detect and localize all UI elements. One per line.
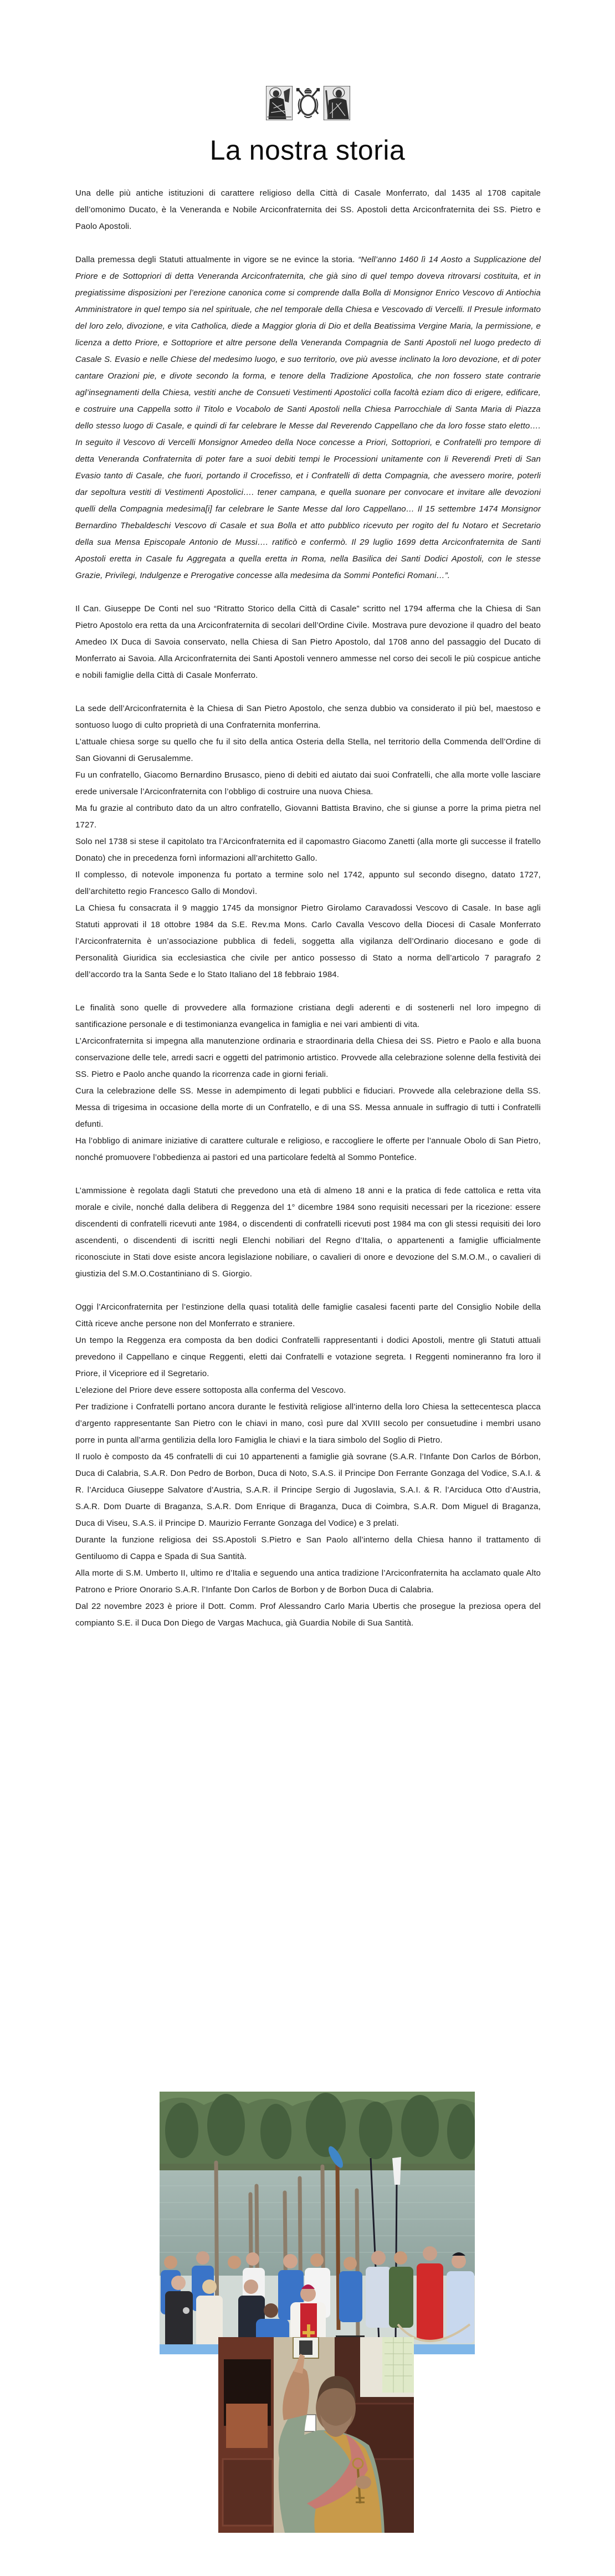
saint-peter-statue-illustration [218, 2337, 414, 2533]
tradizione-text: Per tradizione i Confratelli portano ancora durante le festività religiose all’interno della loro Chiesa la settecentesca placca d’argento rappresentante San Pietro con le chiavi in mano, così pure dal XVIII secolo per consuetudine i membri usano porre in punta all’arma gentilizia della loro Famiglia le chiavi e la tiara simbolo del Soglio di Pietro. [75, 1402, 541, 1445]
page-title: La nostra storia [209, 135, 406, 166]
statuti-paragraph [75, 252, 541, 584]
zanetti-text: Solo nel 1738 si stese il capitolato tra l’Arciconfraternita ed il capomastro Giacomo Zanetti (alla morte gli successe il fratello Donato) che in precedenza fornì informazioni all’architetto Gallo. [75, 837, 541, 863]
messe-text: Cura la celebrazione delle SS. Messe in adempimento di legati pubblici e fiduciari. Provvede alla celebrazione della SS. Messa di trigesima in occasione della morte di un Confratello, e di una SS. Messa annuale in suffragio di tutti i Confratelli defunti. [75, 1086, 541, 1129]
de-conti-paragraph [75, 601, 541, 684]
statuti-quote: “Nell’anno 1460 lì 14 Aosto a Supplicazione del Priore e de Sottopriori di detta Veneranda Arciconfraternita, che già sino di quel tempo doveva ritrovarsi costituita, et in pregiatissime disposizioni per l’erezione canonica come si comprende dalla Bolla di Monsignor Enrico Vescovo di Antiochia Amministratore in quel tempo sia nel spirituale, che nel temporale della Chiesa e Vescovado di Vercelli. Il Presule informato del loro zelo, divozione, e vita Catholica, diede a Maggior gloria di Dio et della Beatissima Vergine Maria, la permissione, e licenza a detto Priore, e Sottopriore et altre persone della Veneranda Compagnia de Santi Apostoli nel luogo predecto di Casale S. Evasio e nelle Chiese del medesimo luogo, e suo territorio, ove più avesse inclinato la loro devozione, et di poter cantare Orazioni pie, e divote secondo la forma, e tenore della Tradizione Apostolica, che non fossero state contrarie agl’insegnamenti della Chiesa, vestiti anche de Consueti Vestimenti Apostolici colla facoltà eziam dico di erigere, edificare, e costruire una Cappella sotto il Titolo e Vocabolo de Santi Apostoli nella Chiesa Parrocchiale di Santa Maria di Piazza dello stesso luogo di Casale, e quindi di far celebrare le Messe dal Reverendo Cappellano che da loro fosse stato eletto…. In seguito il Vescovo di Vercelli Monsignor Amedeo della Noce concesse a Priori, Sottopriori, e Confratelli pro tempore di detta Veneranda Confraternita di poter fare a suoi debiti tempi le Processioni unitamente con li Reverendi Preti di San Evasio tanto di Casale, che fuori, portando il Crocefisso, et i Confratelli di detta Compagnia, che avessero morire, poterli dar sepoltura vestiti di Vestimenti Apostolici…. tener campana, e quella suonare per convocare et invitare alle devozioni quelli della Compagnia medesima[i] far celebrare le Sante Messe dal loro Cappellano… Il 15 settembre 1474 Monsignor Bernardino Thebaldeschi Vescovo di Casale et sua Bolla et atto pubblico ricevuto per rogito del fu Notaro et Secretario della sua Mensa Episcopale Antonio de Mussi…. ratificò e confermò. Il 29 luglio 1699 detta Arciconfraternita de Santi Apostoli eretta in Casale fu Aggregata a quella eretta in Roma, nella Basilica dei Santi Dodici Apostoli, con le stesse Grazie, Privilegi, Indulgenze e Prerogative concesse alla medesima da Sommi Pontefici Romani…”. [75, 255, 541, 580]
osteria-text: L’attuale chiesa sorge su quello che fu il sito della antica Osteria della Stella, nel territorio della Commenda dell’Ordine di San Giovanni di Gerusalemme. [75, 737, 541, 763]
oggi-paragraph [75, 1299, 541, 1632]
intro-paragraph [75, 185, 541, 235]
confraternity-emblem [266, 86, 350, 120]
ruolo-text: Il ruolo è composto da 45 confratelli di cui 10 appartenenti a famiglie già sovrane (S.A.R. l’Infante Don Carlos de Bórbon, Duca di Calabria, S.A.R. Don Pedro de Borbon, Duca di Noto, S.A.S. il Principe Don Ferrante Gonzaga del Vodice, S.A.I. & R. l’Arciduca Giuseppe Salvatore d’Austria, S.A.R. il Principe Sergio di Jugoslavia, S.A.I. & R. l’Arciduca Otto d’Austria, S.A.R. Dom Duarte di Braganza, S.A.R. Dom Enrique di Braganza, Duca di Coimbra, S.A.R. Dom Miguel di Braganza, Duca di Viseu, S.A.S. il Principe D. Maurizio Ferrante Gonzaga del Vodice) e 3 prelati. [75, 1452, 541, 1528]
photo-saint-peter-statue [218, 2337, 414, 2533]
history-article [75, 185, 541, 1648]
patrono-text: Alla morte di S.M. Umberto II, ultimo re d’Italia e seguendo una antica tradizione l’Arciconfraternita ha acclamato quale Alto Patrono e Priore Onorario S.A.R. l’Infante Don Carlos de Borbon y de Borbon Duca di Calabria. [75, 1568, 541, 1594]
funzione-text: Durante la funzione religiosa dei SS.Apostoli S.Pietro e San Paolo all’interno della Chiesa hanno il trattamento di Gentiluomo di Cappa e Spada di Sua Santità. [75, 1535, 541, 1561]
finalita-paragraph [75, 1000, 541, 1166]
papal-crest-tiara-keys-icon [295, 86, 321, 120]
priore-text: Dal 22 novembre 2023 è priore il Dott. Comm. Prof Alessandro Carlo Maria Ubertis che prosegue la preziosa opera del compianto S.E. il Duca Don Diego de Vargas Machuca, già Guardia Nobile di Sua Santità. [75, 1602, 541, 1628]
reggenza-text: Un tempo la Reggenza era composta da ben dodici Confratelli rappresentanti i dodici Apostoli, mentre gli Statuti attuali prevedono il Cappellano e cinque Reggenti, eletti dai Confratelli e votazione segreta. I Reggenti nomineranno fra loro il Priore, il Vicepriore ed il Segretario. [75, 1336, 541, 1378]
oggi-text: Oggi l’Arciconfraternita per l’estinzione della quasi totalità delle famiglie casalesi facenti parte del Consiglio Nobile della Città riceve anche persone non del Monferrato e straniere. [75, 1302, 541, 1328]
river-ceremony-illustration [160, 2092, 475, 2354]
photo-river-blessing-ceremony [160, 2092, 475, 2354]
saint-peter-engraving-icon [266, 86, 293, 120]
intro-text: Una delle più antiche istituzioni di carattere religioso della Città di Casale Monferrato, dal 1435 al 1708 capitale dell’omonimo Ducato, è la Veneranda e Nobile Arciconfraternita dei SS. Apostoli detta Arciconfraternita dei SS. Pietro e Paolo Apostoli. [75, 188, 541, 231]
de-conti-text: Il Can. Giuseppe De Conti nel suo “Ritratto Storico della Città di Casale” scritto nel 1794 afferma che la Chiesa di San Pietro Apostolo era retta da una Arciconfraternita di secolari dell’Ordine Civile. Mostrava pure devozione il quadro del beato Amedeo IX Duca di Savoia conservato, nella Chiesa di San Pietro Apostolo, dal 1708 anno del passaggio del Ducato di Monferrato ai Savoia. Alla Arciconfraternita dei Santi Apostoli vennero ammesse nel corso dei secoli le più cospicue antiche e nobili famiglie della Città di Casale Monferrato. [75, 604, 541, 680]
ammissione-text: L’ammissione è regolata dagli Statuti che prevedono una età di almeno 18 anni e la pratica di fede cattolica e retta vita morale e civile, nonché dalla delibera di Reggenza del 1° dicembre 1984 sono requisiti necessari per la ricezione: essere discendenti di confratelli ricevuti ante 1984, o discendenti di confratelli ricevuti post 1984 ma con gli stessi requisiti dei loro ascendenti, o discendenti di iscritti negli Elenchi nobiliari del Regno d’Italia, o appartenenti a famiglie ufficialmente riconosciute in Stati dove esiste ancora legislazione nobiliare, o cavalieri di onore e devozione del S.M.O.M., o cavalieri di giustizia del S.M.O.Costantiniano di S. Giorgio. [75, 1186, 541, 1279]
elezione-text: L’elezione del Priore deve essere sottoposta alla conferma del Vescovo. [75, 1386, 346, 1395]
statuti-intro-text: Dalla premessa degli Statuti attualmente in vigore se ne evince la storia. [75, 255, 358, 264]
saint-paul-engraving-icon [324, 86, 350, 120]
obolo-text: Ha l’obbligo di animare iniziative di carattere culturale e religioso, e raccogliere le offerte per l’annuale Obolo di San Pietro, nonché promuovere l’obbedienza ai pastori ed una particolare fedeltà al Sommo Pontefice. [75, 1136, 541, 1162]
sede-paragraph [75, 701, 541, 983]
consacrazione-text: La Chiesa fu consacrata il 9 maggio 1745 da monsignor Pietro Girolamo Caravadossi Vescovo di Casale. In base agli Statuti approvati il 18 ottobre 1984 da S.E. Rev.ma Mons. Carlo Cavalla Vescovo della Diocesi di Casale Monferrato l’Arciconfraternita è un’associazione pubblica di fedeli, soggetta alla vigilanza dell’Ordinario diocesano e gode di Personalità Giuridica sia ecclesiastica che civile per antico possesso di Stato a norma dell’articolo 7 paragrafo 2 dell’accordo tra la Santa Sede e lo Stato Italiano del 18 febbraio 1984. [75, 903, 541, 979]
bravino-text: Ma fu grazie al contributo dato da un altro confratello, Giovanni Battista Bravino, che si giunse a porre la prima pietra nel 1727. [75, 804, 541, 830]
ammissione-paragraph [75, 1183, 541, 1282]
brusasco-text: Fu un confratello, Giacomo Bernardino Brusasco, pieno di debiti ed aiutato dai suoi Confratelli, che alla morte volle lasciare erede universale l’Arciconfraternita con l’obbligo di costruire una nuova Chiesa. [75, 770, 541, 796]
manutenzione-text: L’Arciconfraternita si impegna alla manutenzione ordinaria e straordinaria della Chiesa dei SS. Pietro e Paolo e alla buona conservazione delle tele, arredi sacri e oggetti del patrimonio artistico. Provvede alla celebrazione solenne della festività dei SS. Pietro e Paolo anche quando la ricorrenza cade in giorni feriali. [75, 1036, 541, 1079]
finalita-text: Le finalità sono quelle di provvedere alla formazione cristiana degli aderenti e di sostenerli nel loro impegno di santificazione personale e di testimonianza evangelica in famiglia e nei vari ambienti di vita. [75, 1003, 541, 1029]
gallo-text: Il complesso, di notevole imponenza fu portato a termine solo nel 1742, appunto sul secondo disegno, datato 1727, dell’architetto regio Francesco Gallo di Mondovì. [75, 870, 541, 896]
sede-text: La sede dell’Arciconfraternita è la Chiesa di San Pietro Apostolo, che senza dubbio va considerato il più bel, maestoso e sontuoso luogo di culto proprietà di una Confraternita monferrina. [75, 704, 541, 730]
